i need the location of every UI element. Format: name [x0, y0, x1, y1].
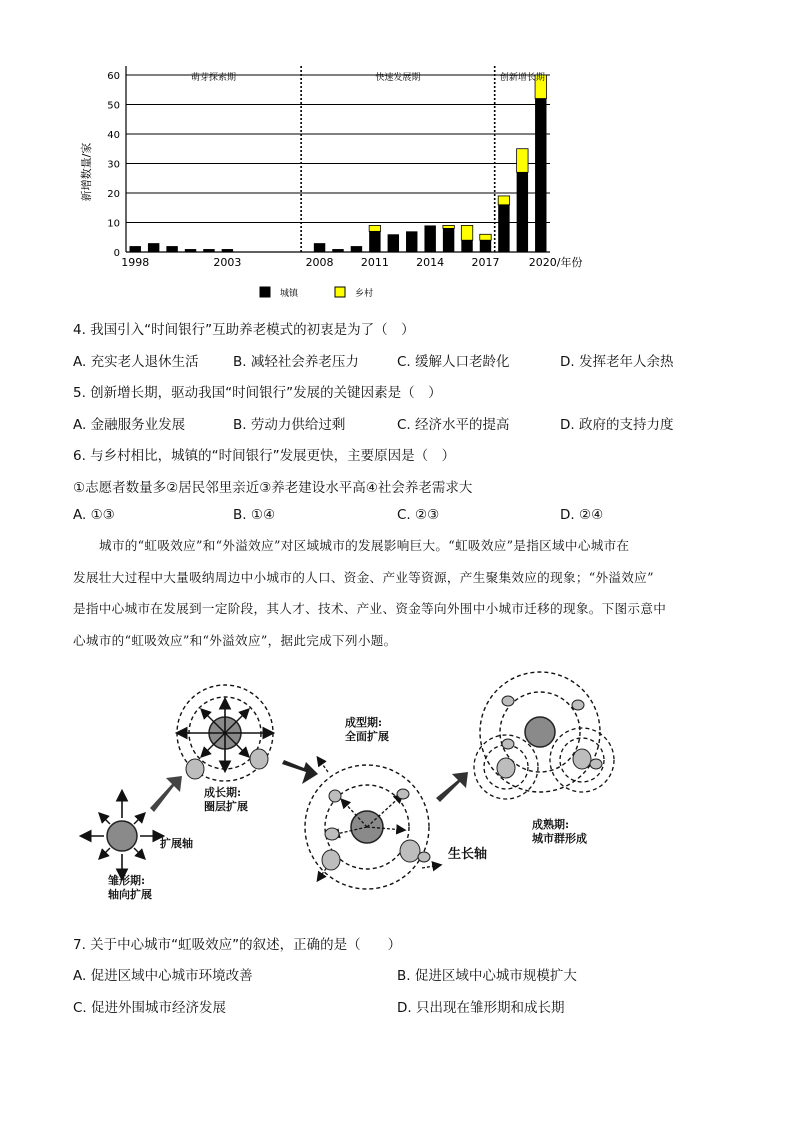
expansion-axis-label: 扩展轴	[160, 837, 193, 850]
q4-option-a[interactable]: A. 充实老人退休生活	[73, 354, 199, 370]
bar-城镇	[443, 228, 454, 252]
legend-swatch	[260, 287, 270, 297]
bar-城镇	[424, 225, 435, 252]
stage-arrow-1	[150, 776, 182, 812]
chart-period-labels	[191, 71, 545, 83]
question-6-stem: 6. 与乡村相比，城镇的“时间银行”发展更快，主要原因是（ ）	[73, 448, 456, 464]
bar-乡村	[498, 196, 509, 205]
q5-option-a[interactable]: A. 金融服务业发展	[73, 417, 186, 433]
chart-gridlines	[126, 75, 550, 223]
passage-line: 发展壮大过程中大量吸纳周边中小城市的人口、资金、产业等资源，产生聚集效应的现象；“外溢效应”	[73, 569, 654, 585]
passage-line: 是指中心城市在发展到一定阶段，其人才、技术、产业、资金等向外围中小城市迁移的现象。下图示意中	[73, 601, 667, 616]
legend-label: 城镇	[280, 289, 299, 299]
stage2-desc: 圈层扩展	[204, 800, 248, 813]
passage-line: 城市的“虹吸效应”和“外溢效应”对区域城市的发展影响巨大。“虹吸效应”是指区域中心城市在	[99, 538, 630, 553]
y-tick-label: 60	[107, 70, 120, 82]
bar-城镇	[369, 231, 380, 252]
passage-line: 心城市的“虹吸效应”和“外溢效应”，据此完成下列小题。	[73, 632, 397, 648]
y-tick-label: 50	[107, 100, 120, 112]
legend-label: 乡村	[355, 289, 374, 299]
bar-城镇	[480, 240, 491, 252]
stage2-city	[177, 685, 273, 781]
stage3-title: 成型期:	[345, 716, 383, 729]
question-5-stem: 5. 创新增长期，驱动我国“时间银行”发展的关键因素是（ ）	[73, 385, 442, 401]
q7-option-c[interactable]: C. 促进外围城市经济发展	[73, 1000, 227, 1016]
stage1-label	[108, 874, 152, 902]
stage3-city	[305, 758, 440, 889]
y-axis-label: 新增数量/家	[80, 142, 93, 202]
stage-arrow-3	[436, 772, 468, 802]
x-tick-label: 2017	[471, 256, 500, 269]
bar-城镇	[461, 240, 472, 252]
reading-passage	[73, 530, 723, 656]
bar-乡村	[369, 225, 380, 231]
x-tick-label: 2011	[360, 256, 389, 269]
x-tick-label: 2020/年份	[528, 256, 583, 269]
growth-axis-label: 生长轴	[448, 847, 488, 862]
q5-option-c[interactable]: C. 经济水平的提高	[397, 417, 510, 433]
stage3-desc: 全面扩展	[345, 730, 389, 743]
period-label: 萌芽探索期	[191, 73, 237, 83]
stage1-desc: 轴向扩展	[108, 888, 152, 901]
stage-arrow-2	[282, 760, 318, 784]
q6-option-c[interactable]: C. ②③	[397, 507, 440, 523]
bar-城镇	[314, 243, 325, 252]
stage4-title: 成熟期:	[532, 818, 570, 831]
legend-swatch	[335, 287, 345, 297]
x-tick-label: 1998	[121, 256, 150, 269]
x-tick-label: 2014	[416, 256, 445, 269]
period-label: 创新增长期	[499, 73, 545, 83]
bar-乡村	[480, 234, 491, 240]
q6-option-b[interactable]: B. ①④	[233, 507, 276, 523]
stage3-label	[345, 716, 389, 744]
question-4-stem: 4. 我国引入“时间银行”互助养老模式的初衷是为了（ ）	[73, 322, 415, 338]
bar-城镇	[148, 243, 159, 252]
period-label: 快速发展期	[375, 73, 421, 83]
stage4-label	[532, 818, 587, 846]
time-bank-bar-chart	[70, 62, 630, 312]
q5-option-b[interactable]: B. 劳动力供给过剩	[233, 417, 346, 433]
city-expansion-diagram	[70, 660, 690, 920]
q7-option-b[interactable]: B. 促进区域中心城市规模扩大	[397, 968, 577, 984]
y-tick-label: 30	[107, 159, 120, 171]
stage1-title: 雏形期:	[108, 874, 146, 887]
y-tick-label: 10	[107, 218, 120, 230]
bar-乡村	[517, 149, 528, 173]
bar-乡村	[461, 225, 472, 240]
chart-legend	[260, 287, 373, 299]
x-tick-label: 2008	[305, 256, 334, 269]
chart-axes	[126, 66, 550, 252]
bar-城镇	[351, 246, 362, 252]
stage4-city-cluster	[474, 672, 614, 799]
q6-option-d[interactable]: D. ②④	[560, 507, 604, 523]
stage4-desc: 城市群形成	[532, 832, 587, 845]
q4-option-d[interactable]: D. 发挥老年人余热	[560, 354, 674, 370]
q7-option-d[interactable]: D. 只出现在雏形期和成长期	[397, 1000, 565, 1016]
q6-option-a[interactable]: A. ①③	[73, 507, 115, 523]
bar-城镇	[406, 231, 417, 252]
question-6-statements: ①志愿者数量多②居民邻里亲近③养老建设水平高④社会养老需求大	[73, 480, 473, 496]
bar-城镇	[388, 234, 399, 252]
question-7-stem: 7. 关于中心城市“虹吸效应”的叙述，正确的是（ ）	[73, 937, 402, 953]
bar-城镇	[535, 99, 546, 252]
bar-城镇	[166, 246, 177, 252]
stage1-city	[82, 792, 162, 878]
bar-城镇	[498, 205, 509, 252]
q7-option-a[interactable]: A. 促进区域中心城市环境改善	[73, 968, 253, 984]
stage2-title: 成长期:	[204, 786, 242, 799]
stage2-label	[204, 786, 248, 814]
q4-option-b[interactable]: B. 减轻社会养老压力	[233, 354, 359, 370]
y-tick-label: 40	[107, 129, 120, 141]
x-tick-label: 2003	[213, 256, 242, 269]
q5-option-d[interactable]: D. 政府的支持力度	[560, 417, 674, 433]
bar-乡村	[443, 225, 454, 228]
bar-城镇	[517, 172, 528, 252]
q4-option-c[interactable]: C. 缓解人口老龄化	[397, 354, 510, 370]
bar-城镇	[130, 246, 141, 252]
y-tick-label: 0	[113, 248, 120, 259]
y-tick-label: 20	[107, 188, 120, 200]
